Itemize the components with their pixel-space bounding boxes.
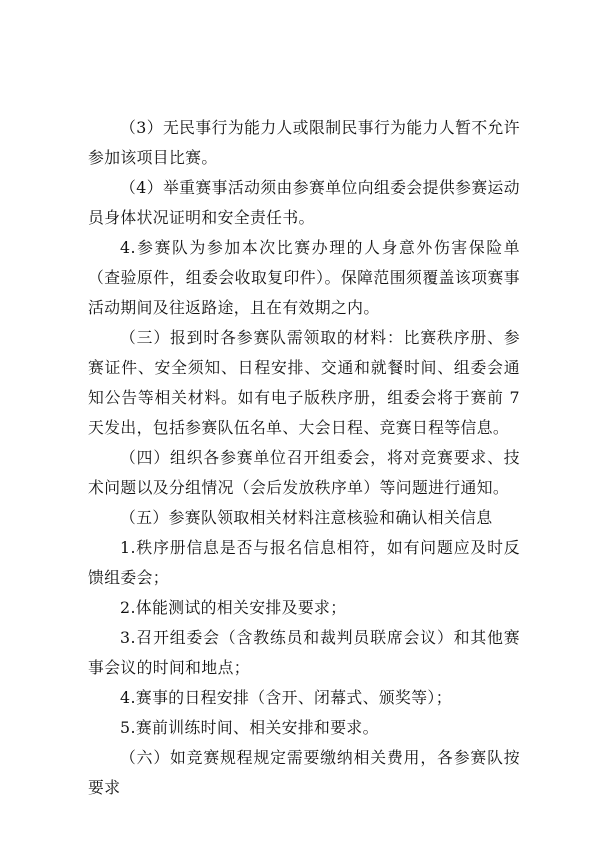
paragraph-insurance: 4.参赛队为参加本次比赛办理的人身意外伤害保险单（查验原件，组委会收取复印件）。保障范围须覆盖该项赛事活动期间及往返路途，且在有效期之内。: [88, 238, 520, 317]
paragraph-incapacity-rule: （3）无民事行为能力人或限制民事行为能力人暂不允许参加该项目比赛。: [88, 118, 520, 167]
document-body: [88, 113, 520, 803]
list-item-fitness-test: 2.体能测试的相关安排及要求；: [120, 598, 347, 617]
paragraph-weightlifting-certificate: （4）举重赛事活动须由参赛单位向组委会提供参赛运动员身体状况证明和安全责任书。: [88, 178, 520, 227]
list-item-training: 5.赛前训练时间、相关安排和要求。: [120, 718, 379, 737]
paragraph-verification-heading: （五）参赛队领取相关材料注意核验和确认相关信息: [120, 508, 493, 527]
paragraph-committee-meeting: （四）组织各参赛单位召开组委会，将对竞赛要求、技术问题以及分组情况（会后发放秩序单）等问题进行通知。: [88, 448, 520, 497]
list-item-schedule: 4.赛事的日程安排（含开、闭幕式、颁奖等）；: [120, 688, 452, 707]
paragraph-fees: （六）如竞赛规程规定需要缴纳相关费用，各参赛队按要求: [88, 748, 520, 797]
list-item-meetings: 3.召开组委会（含教练员和裁判员联席会议）和其他赛事会议的时间和地点；: [88, 628, 520, 677]
list-item-order-book: 1.秩序册信息是否与报名信息相符，如有问题应及时反馈组委会；: [88, 538, 520, 587]
paragraph-registration-materials: （三）报到时各参赛队需领取的材料：比赛秩序册、参赛证件、安全须知、日程安排、交通和就餐时间、组委会通知公告等相关材料。如有电子版秩序册，组委会将于赛前 7 天发出，包括参赛队伍名单、大会日程、竞赛日程等信息。: [88, 328, 520, 437]
